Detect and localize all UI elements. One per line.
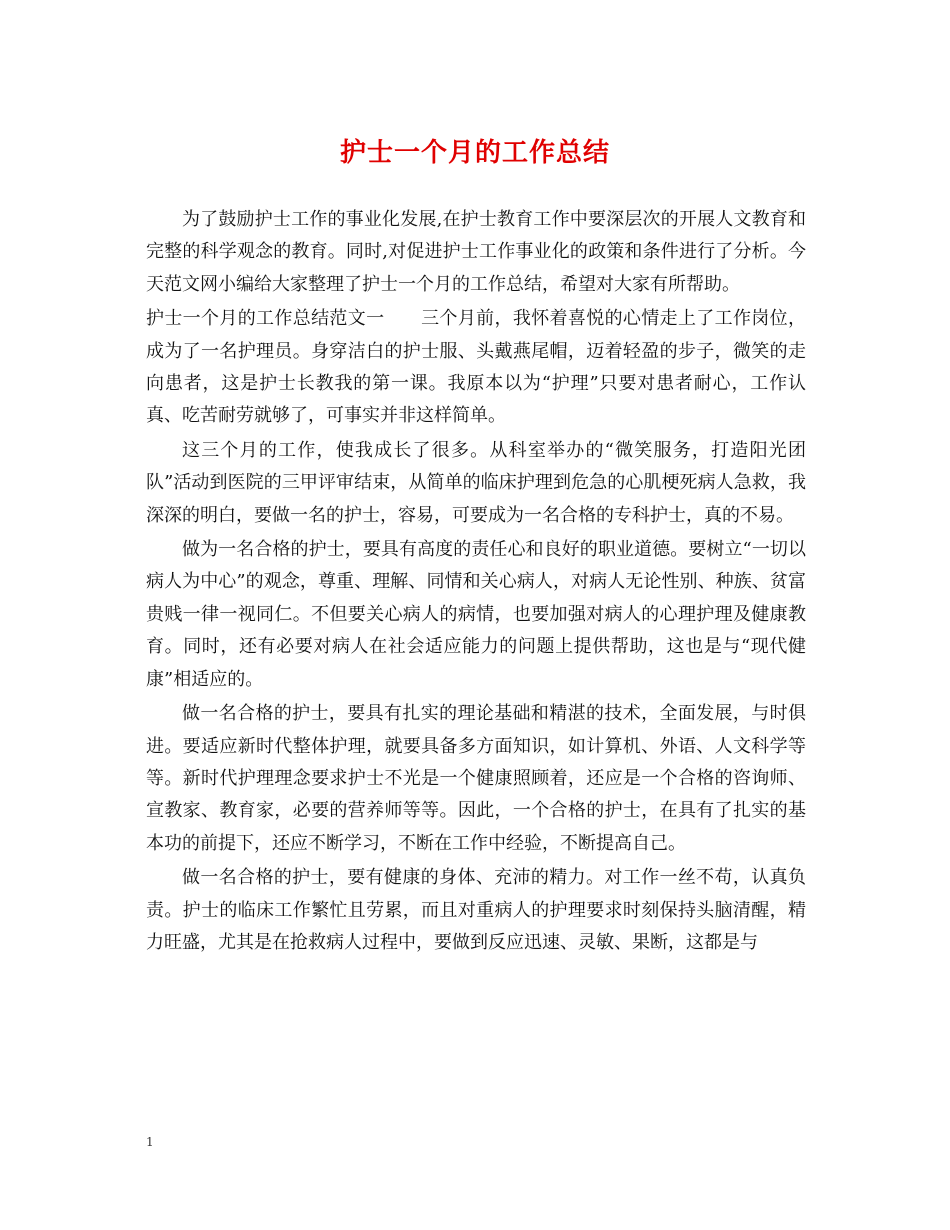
page-number: 1 [146,1135,154,1149]
document-body [146,204,806,959]
paragraph-health: 做一名合格的护士，要有健康的身体、充沛的精力。对工作一丝不苟，认真负责。护士的临床工作繁忙且劳累，而且对重病人的护理要求时刻保持头脑清醒，精力旺盛，尤其是在抢救病人过程中，要做到反应迅速、灵敏、果断，这都是与 [146,867,806,953]
intro-paragraph: 为了鼓励护士工作的事业化发展,在护士教育工作中要深层次的开展人文教育和完整的科学观念的教育。同时,对促进护士工作事业化的政策和条件进行了分析。今天范文网小编给大家整理了护士一个月的工作总结，希望对大家有所帮助。 [146,209,806,295]
paragraph-responsibility: 做为一名合格的护士，要具有高度的责任心和良好的职业道德。要树立“一切以病人为中心”的观念，尊重、理解、同情和关心病人，对病人无论性别、种族、贫富贵贱一律一视同仁。不但要关心病人的病情，也要加强对病人的心理护理及健康教育。同时，还有必要对病人在社会适应能力的问题上提供帮助，这也是与“现代健康”相适应的。 [146,539,806,690]
document-title: 护士一个月的工作总结 [339,138,610,168]
paragraph-growth: 这三个月的工作，使我成长了很多。从科室举办的“微笑服务，打造阳光团队”活动到医院的三甲评审结束，从简单的临床护理到危急的心肌梗死病人急救，我深深的明白，要做一名的护士，容易，可要成为一名合格的专科护士，真的不易。 [146,439,806,526]
paragraph-sample-one: 护士一个月的工作总结范文一 三个月前，我怀着喜悦的心情走上了工作岗位，成为了一名护理员。身穿洁白的护士服、头戴燕尾帽，迈着轻盈的步子，微笑的走向患者，这是护士长教我的第一课。我原本以为“护理”只要对患者耐心，工作认真、吃苦耐劳就够了，可事实并非这样简单。 [146,308,806,427]
paragraph-knowledge: 做一名合格的护士，要具有扎实的理论基础和精湛的技术，全面发展，与时俱进。要适应新时代整体护理，就要具备多方面知识，如计算机、外语、人文科学等等。新时代护理理念要求护士不光是一个健康照顾着，还应是一个合格的咨询师、宣教家、教育家，必要的营养师等等。因此，一个合格的护士，在具有了扎实的基本功的前提下，还应不断学习，不断在工作中经验，不断提高自己。 [146,703,806,854]
